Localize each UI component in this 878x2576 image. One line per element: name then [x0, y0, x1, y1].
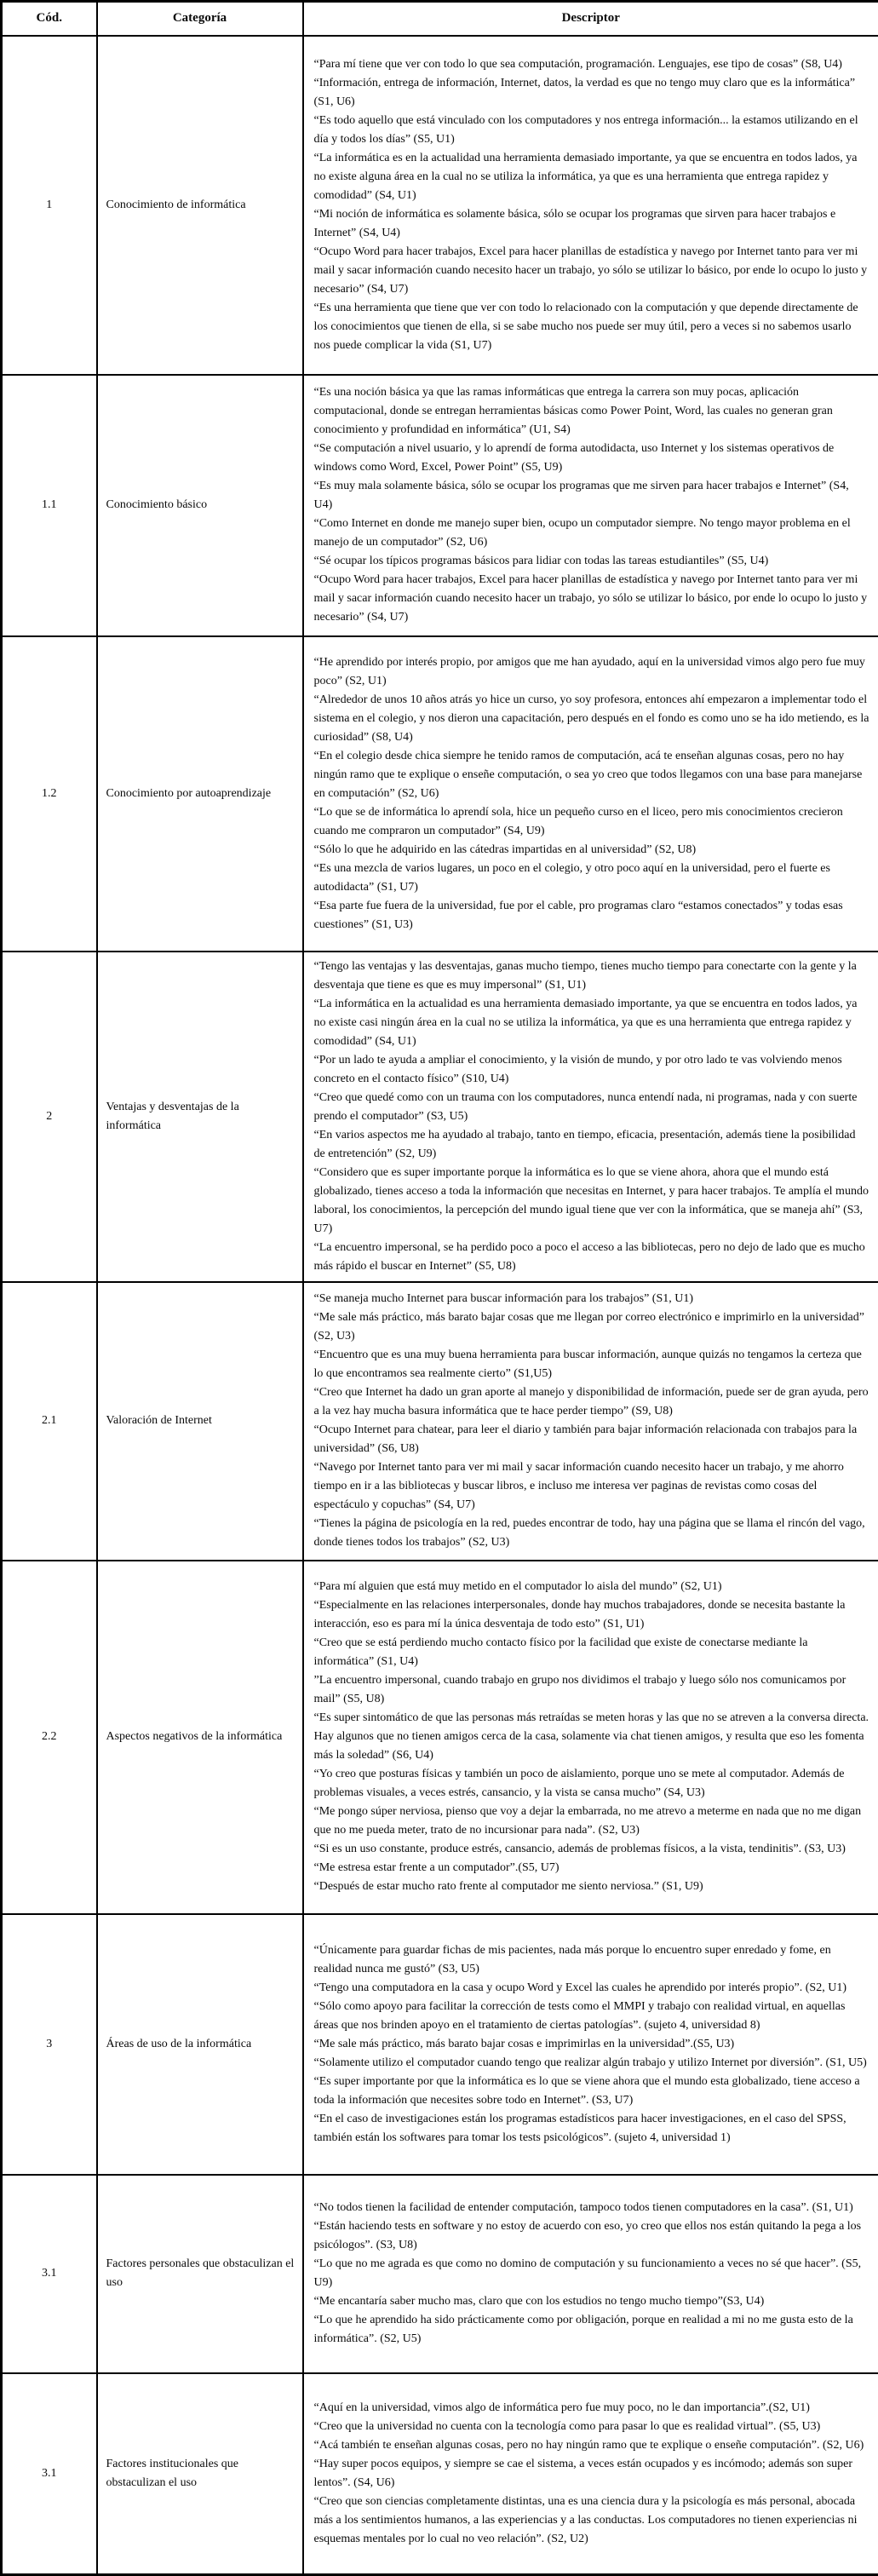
code-cell: 1.2 — [2, 636, 97, 952]
descriptor-quote: “Es una herramienta que tiene que ver con todo lo relacionado con la computación y que depende directamente de los conocimientos que tienen de ella, si se sabe mucho nos puede ser muy útil, pero a veces si no sabemos usarlo nos puede complicar la vida (S1, U7) — [314, 299, 870, 355]
descriptor-quote: “Sólo lo que he adquirido en las cátedras impartidas en al universidad” (S2, U8) — [314, 841, 870, 860]
table-row — [2, 1561, 878, 1914]
table-row — [2, 2175, 878, 2373]
header-category: Categoría — [97, 2, 303, 36]
descriptor-quote: “Tienes la página de psicología en la red, puedes encontrar de todo, hay una página que se llama el rincón del vago, donde tienes todos los trabajos” (S2, U3) — [314, 1515, 870, 1552]
descriptor-quote: “La informática en la actualidad es una herramienta demasiado importante, ya que se encuentra en todos lados, ya no existe casi ningún área en la cual no se utiliza la informática, ya que es una herramienta que entrega rapidez y comodidad” (S4, U1) — [314, 995, 870, 1051]
descriptor-quote: “Encuentro que es una muy buena herramienta para buscar información, aunque quizás no tengamos la certeza que lo que encontramos sea realmente cierto” (S1,U5) — [314, 1346, 870, 1383]
header-row — [2, 2, 878, 36]
descriptor-quote: “Creo que son ciencias completamente distintas, una es una ciencia dura y la psicología es más personal, abocada más a los sentimientos humanos, a las experiencias y a las conductas. Los computadores no tienen experiencias ni esquemas mentales por lo cual no veo relación”. (S2, U2) — [314, 2493, 870, 2549]
header-code: Cód. — [2, 2, 97, 36]
table-row — [2, 2373, 878, 2575]
descriptor-quote: “La encuentro impersonal, se ha perdido poco a poco el acceso a las bibliotecas, pero no dejo de lado que es mucho más rápido el buscar en Internet” (S5, U8) — [314, 1239, 870, 1276]
descriptor-quote: “Es una noción básica ya que las ramas informáticas que entrega la carrera son muy pocas, aplicación computacional, donde se entregan herramientas básicas como Power Point, Word, las cuales no generan gran conocimiento y profundidad en informática” (U1, S4) — [314, 383, 870, 440]
header-descriptor: Descriptor — [303, 2, 878, 36]
descriptor-quote: “Para mí tiene que ver con todo lo que sea computación, programación. Lenguajes, ese tipo de cosas” (S8, U4) — [314, 55, 870, 74]
descriptor-quote: “Es muy mala solamente básica, sólo se ocupar los programas que me sirven para hacer trabajos e Internet” (S4, U4) — [314, 477, 870, 515]
descriptor-quote: “Lo que no me agrada es que como no domino de computación y su funcionamiento a veces no sé que hacer”. (S5, U9) — [314, 2255, 870, 2292]
descriptor-quote: “Es super sintomático de que las personas más retraídas se meten horas y las que no se atreven a la conversa directa. Hay algunos que no tienen amigos cerca de la casa, solamente via chat tienen amigos, y resulta que eso les fomenta más la soledad” (S6, U4) — [314, 1709, 870, 1765]
descriptor-quote: “Lo que he aprendido ha sido prácticamente como por obligación, porque en realidad a mi no me gusta esto de la informática”. (S2, U5) — [314, 2311, 870, 2349]
descriptor-quote: “Creo que quedé como con un trauma con los computadores, nunca entendí nada, ni programas, nada y con suerte prendo el computador” (S3, U5) — [314, 1089, 870, 1126]
descriptor-quote: “La informática es en la actualidad una herramienta demasiado importante, ya que se encuentra en todos lados, ya no existe alguna área en la cual no se utiliza la informática, ya que es una herramienta que entrega rapidez y comodidad” (S4, U1) — [314, 149, 870, 205]
table-row — [2, 36, 878, 375]
descriptor-quote: “Se computación a nivel usuario, y lo aprendí de forma autodidacta, uso Internet y los sistemas operativos de windows como Word, Excel, Power Point” (S5, U9) — [314, 440, 870, 477]
category-cell: Ventajas y desventajas de la informática — [97, 952, 303, 1282]
descriptor-quote: “Por un lado te ayuda a ampliar el conocimiento, y la visión de mundo, y por otro lado te vas volviendo menos concreto en el contacto físico” (S10, U4) — [314, 1051, 870, 1089]
category-cell: Factores institucionales que obstaculizan el uso — [97, 2373, 303, 2575]
descriptor-quote: “Después de estar mucho rato frente al computador me siento nerviosa.” (S1, U9) — [314, 1877, 870, 1896]
descriptor-quote: “He aprendido por interés propio, por amigos que me han ayudado, aquí en la universidad vimos algo pero fue muy poco” (S2, U1) — [314, 653, 870, 691]
descriptor-quote: “Si es un uso constante, produce estrés, cansancio, además de problemas físicos, a la vista, tendinitis”. (S3, U3) — [314, 1840, 870, 1859]
descriptor-quote: “Hay super pocos equipos, y siempre se cae el sistema, a veces están ocupados y es incómodo; además son super lentos”. (S4, U6) — [314, 2455, 870, 2493]
category-cell: Conocimiento de informática — [97, 36, 303, 375]
descriptor-quote: “Acá también te enseñan algunas cosas, pero no hay ningún ramo que te explique o enseñe computación”. (S2, U6) — [314, 2436, 870, 2455]
descriptor-quote: “Especialmente en las relaciones interpersonales, donde hay muchos trabajadores, donde se necesita bastante la interacción, eso es para mí la única desventaja de todo esto” (S1, U1) — [314, 1596, 870, 1634]
descriptor-quote: “En el caso de investigaciones están los programas estadísticos para hacer investigaciones, en el caso del SPSS, también están los softwares para tomar los tests psicológicos”. (sujeto 4, universidad 1) — [314, 2110, 870, 2148]
table-row — [2, 636, 878, 952]
descriptor-quote: “Me encantaría saber mucho mas, claro que con los estudios no tengo mucho tiempo”(S3, U4) — [314, 2292, 870, 2311]
descriptor-quote: “Considero que es super importante porque la informática es lo que se viene ahora, ahora que el mundo está globalizado, tienes acceso a toda la información que necesitas en Internet, y para hacer trabajos. Te amplía el mundo laboral, los conocimientos, la percepción del mundo igual tiene que ver con la informática, que se maneja ahí” (S3, U7) — [314, 1164, 870, 1239]
descriptor-quote: “Sólo como apoyo para facilitar la corrección de tests como el MMPI y trabajo con realidad virtual, en aquellas áreas que nos brinden apoyo en el tratamiento de ciertas patologías”. (sujeto 4, universidad 8) — [314, 1998, 870, 2035]
code-cell: 2.2 — [2, 1561, 97, 1914]
category-cell: Conocimiento básico — [97, 375, 303, 636]
descriptor-quote: “Me estresa estar frente a un computador”.(S5, U7) — [314, 1859, 870, 1877]
descriptor-quote: “Como Internet en donde me manejo super bien, ocupo un computador siempre. No tengo mayor problema en el manejo de un computador” (S2, U6) — [314, 515, 870, 552]
code-cell: 3.1 — [2, 2373, 97, 2575]
code-cell: 2.1 — [2, 1282, 97, 1561]
descriptor-cell — [303, 2373, 878, 2575]
category-cell: Áreas de uso de la informática — [97, 1914, 303, 2175]
descriptor-quote: “Es una mezcla de varios lugares, un poco en el colegio, y otro poco aquí en la universidad, pero el fuerte es autodidacta” (S1, U7) — [314, 860, 870, 897]
descriptor-quote: “Esa parte fue fuera de la universidad, fue por el cable, pro programas claro “estamos conectados” y todas esas cuestiones” (S1, U3) — [314, 897, 870, 934]
descriptor-quote: “Yo creo que posturas físicas y también un poco de aislamiento, porque uno se mete al computador. Además de problemas visuales, a veces estrés, cansancio, y la vista se cansa mucho” (S4, U3) — [314, 1765, 870, 1803]
code-cell: 1.1 — [2, 375, 97, 636]
category-cell: Aspectos negativos de la informática — [97, 1561, 303, 1914]
descriptor-cell — [303, 2175, 878, 2373]
descriptor-quote: “Es todo aquello que está vinculado con los computadores y nos entrega información... la estamos utilizando en el día y todos los días” (S5, U1) — [314, 112, 870, 149]
descriptor-quote: “En el colegio desde chica siempre he tenido ramos de computación, acá te enseñan algunas cosas, pero no hay ningún ramo que te explique o enseñe computación, o sea yo creo que todos llegamos con una base para manejarse en computación” (S2, U6) — [314, 747, 870, 803]
category-cell: Factores personales que obstaculizan el uso — [97, 2175, 303, 2373]
descriptor-quote: “Es super importante por que la informática es lo que se viene ahora que el mundo esta globalizado, tiene acceso a toda la información que necesites sobre todo en Internet”. (S3, U7) — [314, 2073, 870, 2110]
descriptor-cell — [303, 1561, 878, 1914]
descriptor-quote: ”La encuentro impersonal, cuando trabajo en grupo nos dividimos el trabajo y luego sólo nos comunicamos por mail” (S5, U8) — [314, 1671, 870, 1709]
descriptor-quote: “Navego por Internet tanto para ver mi mail y sacar información cuando necesito hacer un trabajo, y me ahorro tiempo en ir a las bibliotecas y buscar libros, e incluso me interesa ver paginas de revistas como cosas del espectáculo y copuchas” (S4, U7) — [314, 1458, 870, 1515]
descriptor-quote: “Ocupo Word para hacer trabajos, Excel para hacer planillas de estadística y navego por Internet tanto para ver mi mail y sacar información cuando necesito hacer un trabajo, yo sólo se utilizar lo básico, por ende lo ocupo lo justo y necesario” (S4, U7) — [314, 571, 870, 627]
descriptor-quote: “Ocupo Word para hacer trabajos, Excel para hacer planillas de estadística y navego por Internet tanto para ver mi mail y sacar información cuando necesito hacer un trabajo, yo sólo se utilizar lo básico, por ende lo ocupo lo justo y necesario” (S4, U7) — [314, 243, 870, 299]
descriptor-quote: “Se maneja mucho Internet para buscar información para los trabajos” (S1, U1) — [314, 1290, 870, 1308]
descriptor-quote: “Ocupo Internet para chatear, para leer el diario y también para bajar información relacionada con trabajos para la universidad” (S6, U8) — [314, 1421, 870, 1458]
descriptor-quote: “Información, entrega de información, Internet, datos, la verdad es que no tengo muy claro que es la informática” (S1, U6) — [314, 74, 870, 112]
descriptor-quote: “Tengo una computadora en la casa y ocupo Word y Excel las cuales he aprendido por interés propio”. (S2, U1) — [314, 1979, 870, 1998]
code-cell: 2 — [2, 952, 97, 1282]
descriptor-quote: “Lo que se de informática lo aprendí sola, hice un pequeño curso en el liceo, pero mis conocimientos crecieron cuando me compraron un computador” (S4, U9) — [314, 803, 870, 841]
descriptor-cell — [303, 1282, 878, 1561]
descriptor-quote: “Sé ocupar los típicos programas básicos para lidiar con todas las tareas estudiantiles” (S5, U4) — [314, 552, 870, 571]
descriptor-quote: “Tengo las ventajas y las desventajas, ganas mucho tiempo, tienes mucho tiempo para conectarte con la gente y la desventaja que tiene es que es muy impersonal” (S1, U1) — [314, 957, 870, 995]
descriptor-quote: “En varios aspectos me ha ayudado al trabajo, tanto en tiempo, eficacia, presentación, además tiene la posibilidad de entretención” (S2, U9) — [314, 1126, 870, 1164]
code-cell: 3 — [2, 1914, 97, 2175]
descriptor-quote: “Aquí en la universidad, vimos algo de informática pero fue muy poco, no le dan importancia”.(S2, U1) — [314, 2399, 870, 2418]
descriptor-quote: “Para mí alguien que está muy metido en el computador lo aisla del mundo” (S2, U1) — [314, 1578, 870, 1596]
descriptor-quote: “Están haciendo tests en software y no estoy de acuerdo con eso, yo creo que ellos nos están quitando la pega a los psicólogos”. (S3, U8) — [314, 2217, 870, 2255]
descriptor-quote: “Creo que la universidad no cuenta con la tecnología como para pasar lo que es realidad virtual”. (S5, U3) — [314, 2418, 870, 2436]
descriptor-cell — [303, 375, 878, 636]
descriptor-quote: “No todos tienen la facilidad de entender computación, tampoco todos tienen computadores en la casa”. (S1, U1) — [314, 2199, 870, 2217]
descriptor-cell — [303, 636, 878, 952]
code-cell: 3.1 — [2, 2175, 97, 2373]
descriptor-cell — [303, 1914, 878, 2175]
table-row — [2, 375, 878, 636]
descriptor-quote: “Solamente utilizo el computador cuando tengo que realizar algún trabajo y utilizo Internet por diversión”. (S1, U5) — [314, 2054, 870, 2073]
descriptor-quote: “Creo que Internet ha dado un gran aporte al manejo y disponibilidad de información, puede ser de gran ayuda, pero a la vez hay mucha basura informática que te hace perder tiempo” (S9, U8) — [314, 1383, 870, 1421]
descriptor-quote: “Me sale más práctico, más barato bajar cosas e imprimirlas en la universidad”.(S5, U3) — [314, 2035, 870, 2054]
table-row — [2, 1914, 878, 2175]
code-cell: 1 — [2, 36, 97, 375]
category-cell: Conocimiento por autoaprendizaje — [97, 636, 303, 952]
descriptor-quote: “Me sale más práctico, más barato bajar cosas que me llegan por correo electrónico e imprimirlo en la universidad” (S2, U3) — [314, 1308, 870, 1346]
descriptor-cell — [303, 36, 878, 375]
descriptor-quote: “Alrededor de unos 10 años atrás yo hice un curso, yo soy profesora, entonces ahí empezaron a implementar todo el sistema en el colegio, y nos dieron una capacitación, pero después en el fondo es como uno se ha ido metiendo, es la curiosidad” (S8, U4) — [314, 691, 870, 747]
descriptor-quote: “Me pongo súper nerviosa, pienso que voy a dejar la embarrada, no me atrevo a meterme en nada que no me digan que no me pueda meter, trato de no incursionar para nada”. (S2, U3) — [314, 1803, 870, 1840]
descriptor-quote: “Mi noción de informática es solamente básica, sólo se ocupar los programas que sirven para hacer trabajos e Internet” (S4, U4) — [314, 205, 870, 243]
table-row — [2, 952, 878, 1282]
descriptor-cell — [303, 952, 878, 1282]
category-cell: Valoración de Internet — [97, 1282, 303, 1561]
descriptor-quote: “Únicamente para guardar fichas de mis pacientes, nada más porque lo encuentro super enredado y fome, en realidad nunca me gustó” (S3, U5) — [314, 1941, 870, 1979]
table-row — [2, 1282, 878, 1561]
descriptor-quote: “Creo que se está perdiendo mucho contacto físico por la facilidad que existe de conectarse mediante la informática” (S1, U4) — [314, 1634, 870, 1671]
